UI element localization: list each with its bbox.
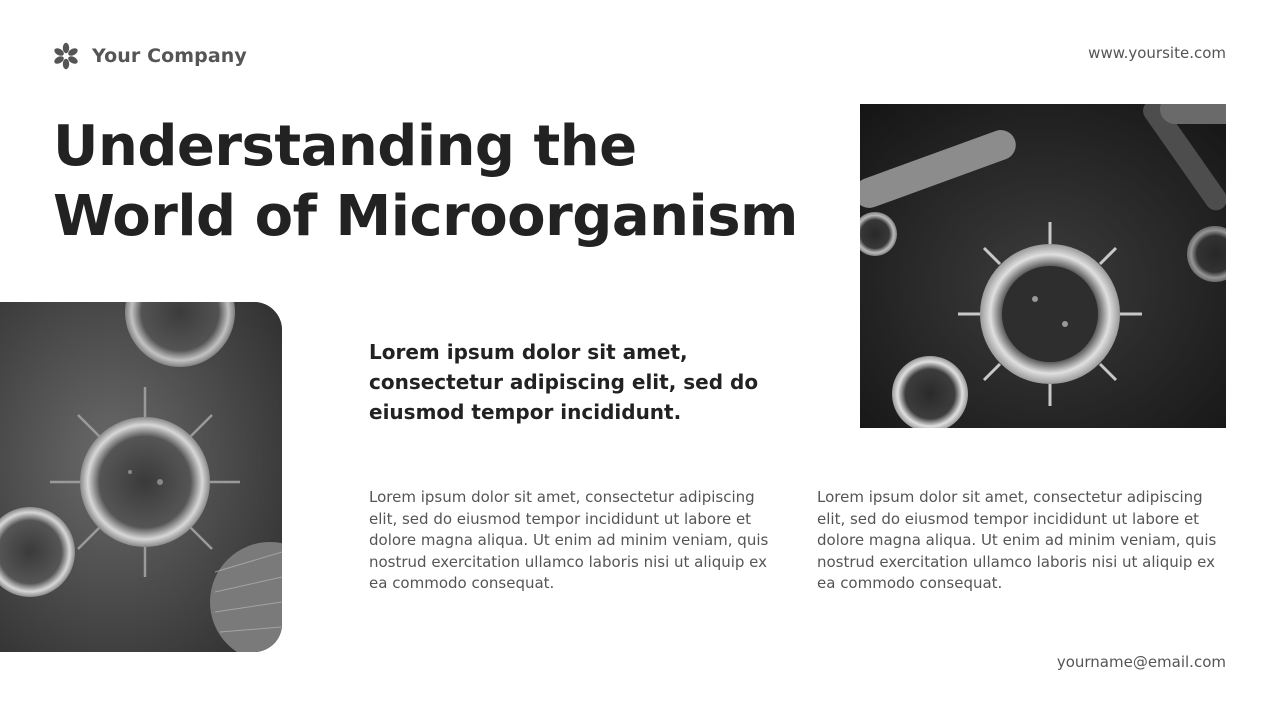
page-title bbox=[53, 112, 798, 252]
microorganism-image-right bbox=[860, 104, 1226, 428]
company-name: Your Company bbox=[92, 45, 247, 67]
asterisk-flower-icon bbox=[52, 42, 80, 70]
body-paragraph-right: Lorem ipsum dolor sit amet, consectetur adipiscing elit, sed do eiusmod tempor incididunt ut labore et dolore magna aliqua. Ut enim ad minim veniam, quis nostrud exercitation ullamco laboris nisi ut aliquip ex ea commodo consequat. bbox=[817, 488, 1217, 593]
body-paragraph-left: Lorem ipsum dolor sit amet, consectetur adipiscing elit, sed do eiusmod tempor incididunt ut labore et dolore magna aliqua. Ut enim ad minim veniam, quis nostrud exercitation ullamco laboris nisi ut aliquip ex ea commodo consequat. bbox=[369, 488, 769, 593]
title-line-1: Understanding the bbox=[53, 114, 637, 179]
title-line-2: World of Microorganism bbox=[53, 184, 798, 249]
brand bbox=[52, 42, 247, 70]
virus-bacteria-illustration bbox=[860, 104, 1226, 428]
website-link[interactable]: www.yoursite.com bbox=[1088, 44, 1226, 62]
email-link[interactable]: yourname@email.com bbox=[1056, 653, 1226, 671]
microorganism-image-left bbox=[0, 302, 282, 652]
lead-paragraph: Lorem ipsum dolor sit amet, consectetur adipiscing elit, sed do eiusmod tempor incididunt. bbox=[369, 340, 759, 424]
virus-photo-illustration bbox=[0, 302, 282, 652]
